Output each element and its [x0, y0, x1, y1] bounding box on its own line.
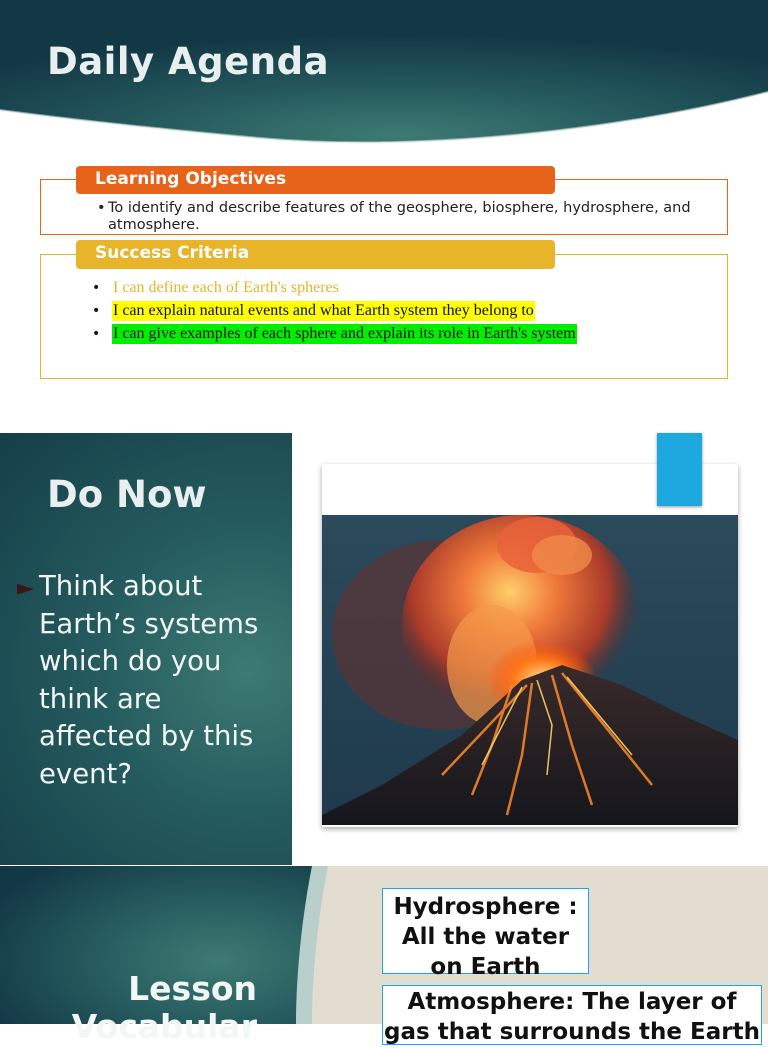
triangle-arrow-icon: ►	[17, 576, 34, 601]
slide-do-now	[0, 433, 768, 865]
learning-objective-item	[97, 200, 697, 234]
learning-objectives-heading: Learning Objectives	[76, 166, 555, 194]
criteria-text: I can give examples of each sphere and explain its role in Earth's system	[113, 325, 576, 342]
learning-objective-text: To identify and describe features of the geosphere, biosphere, hydrosphere, and atmosphere.	[108, 200, 691, 233]
bullet-icon: •	[92, 280, 101, 296]
criteria-text: I can explain natural events and what Earth system they belong to	[113, 302, 534, 319]
do-now-prompt: Think about Earth’s systems which do you think are affected by this event?	[39, 570, 259, 790]
slide-lesson-vocabulary	[0, 866, 768, 1046]
slide-title: Daily Agenda	[47, 40, 330, 83]
slide-daily-agenda	[0, 0, 768, 432]
bullet-icon: •	[97, 200, 106, 216]
success-criteria-heading: Success Criteria	[76, 240, 555, 269]
bullet-icon: •	[92, 326, 101, 342]
blue-accent-tab	[657, 433, 702, 506]
vocab-card-hydrosphere: Hydrosphere : All the water on Earth	[382, 888, 589, 974]
slide-title: Do Now	[47, 473, 207, 516]
criteria-text: I can define each of Earth's spheres	[113, 279, 339, 296]
bullet-icon: •	[92, 303, 101, 319]
vocab-card-atmosphere: Atmosphere: The layer of gas that surrounds the Earth	[382, 985, 762, 1045]
slide-title: Lesson Vocabular	[71, 969, 257, 1046]
volcano-eruption-photo	[322, 515, 738, 825]
